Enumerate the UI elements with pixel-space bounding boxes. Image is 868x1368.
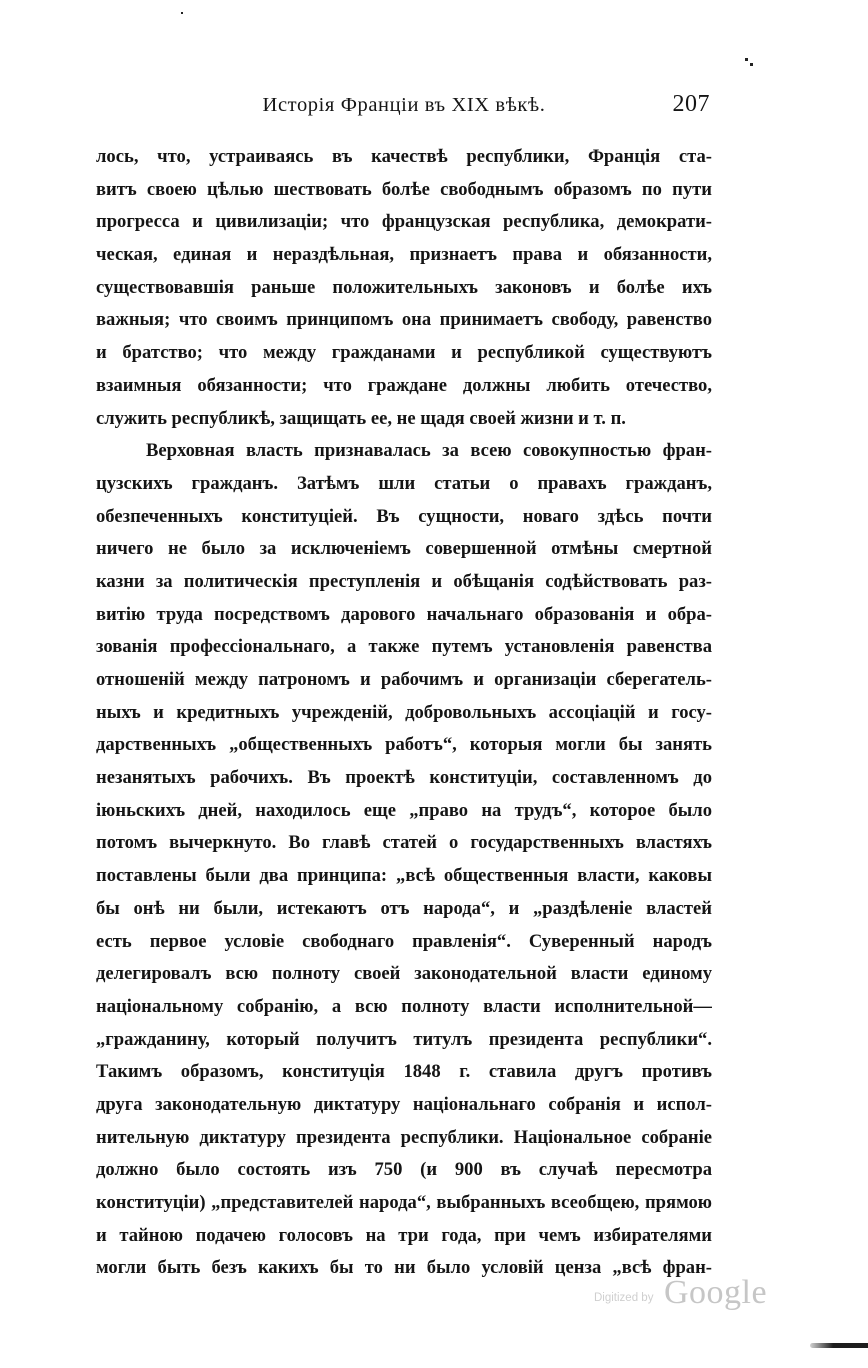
text-line: и тайною подачею голосовъ на три года, при чемъ избирателями: [96, 1224, 712, 1246]
paper-speck: [181, 12, 183, 14]
text-line: друга законодательную диктатуру національнаго собранія и испол-: [96, 1093, 712, 1115]
text-line: поставлены были два принципа: „всѣ общественныя власти, каковы: [96, 865, 712, 887]
text-line: витъ своею цѣлью шествовать болѣе свободнымъ образомъ по пути: [96, 178, 712, 200]
text-line: цузскихъ гражданъ. Затѣмъ шли статьи о правахъ гражданъ,: [96, 472, 712, 494]
text-line: конституціи) „представителей народа“, выбранныхъ всеобщею, прямою: [96, 1192, 712, 1213]
text-line: взаимныя обязанности; что граждане должны любить отечество,: [96, 374, 712, 396]
body-text: [96, 141, 712, 1285]
paragraph-start-line: Верховная власть признавалась за всею совокупностью фран-: [146, 440, 712, 462]
text-line: есть первое условіе свободнаго правленія“. Суверенный народъ: [96, 930, 712, 952]
text-line: делегировалъ всю полноту своей законодательной власти единому: [96, 963, 712, 985]
text-line: должно было состоять изъ 750 (и 900 въ случаѣ пересмотра: [96, 1159, 712, 1181]
text-line: іюньскихъ дней, находилось еще „право на трудъ“, которое было: [96, 799, 712, 821]
page-header: [96, 91, 712, 128]
text-line: незанятыхъ рабочихъ. Въ проектѣ конституціи, составленномъ до: [96, 767, 712, 789]
text-line: могли быть безъ какихъ бы то ни было условій ценза „всѣ фран-: [96, 1257, 712, 1279]
watermark-prefix: Digitized by: [594, 1292, 654, 1304]
text-line: ничего не было за исключеніемъ совершенной отмѣны смертной: [96, 538, 712, 560]
text-line: зованія профессіональнаго, а также путемъ установленія равенства: [96, 636, 712, 658]
text-line: казни за политическія преступленія и обѣщанія содѣйствовать раз-: [96, 570, 712, 592]
scan-edge-mark: [810, 1343, 868, 1348]
text-line: важныя; что своимъ принципомъ она принимаетъ свободу, равенство: [96, 309, 712, 331]
text-line: Такимъ образомъ, конституція 1848 г. ставила другъ противъ: [96, 1061, 712, 1083]
text-line: отношеній между патрономъ и рабочимъ и организаціи сберегатель-: [96, 669, 712, 690]
text-line: бы онѣ ни были, истекаютъ отъ народа“, и „раздѣленіе властей: [96, 897, 712, 919]
text-line: потомъ вычеркнуто. Во главѣ статей о государственныхъ властяхъ: [96, 832, 712, 854]
digitized-by-google-watermark: [594, 1276, 794, 1316]
text-line: нительную диктатуру президента республики. Національное собраніе: [96, 1126, 712, 1148]
text-line: лось, что, устраиваясь въ качествѣ республики, Франція ста-: [96, 146, 712, 167]
page-number: 207: [672, 91, 710, 117]
text-line: дарственныхъ „общественныхъ работъ“, которыя могли бы занять: [96, 734, 712, 756]
text-line: національному собранію, а всю полноту власти исполнительной—: [96, 995, 712, 1017]
paper-speck: [750, 63, 753, 66]
text-line: обезпеченныхъ конституціей. Въ сущности, новаго здѣсь почти: [96, 505, 712, 527]
text-line: ныхъ и кредитныхъ учрежденій, добровольныхъ ассоціацій и госу-: [96, 701, 712, 723]
text-line: ческая, единая и нераздѣльная, признаетъ права и обязанности,: [96, 244, 712, 266]
text-line: „гражданину, который получитъ титулъ президента республики“.: [96, 1028, 712, 1050]
text-line: прогресса и цивилизаціи; что французская республика, демократи-: [96, 211, 712, 233]
text-line: витію труда посредствомъ дарового начальнаго образованія и обра-: [96, 603, 712, 625]
text-line: и братство; что между гражданами и республикой существуютъ: [96, 342, 712, 364]
running-title: Исторія Франціи въ XIX вѣкѣ.: [262, 94, 546, 116]
text-line: существовавшія раньше положительныхъ законовъ и болѣе ихъ: [96, 276, 712, 298]
paper-speck: [745, 58, 748, 61]
google-logo-text: Google: [664, 1274, 768, 1311]
text-line: служить республикѣ, защищать ее, не щадя своей жизни и т. п.: [96, 407, 626, 429]
